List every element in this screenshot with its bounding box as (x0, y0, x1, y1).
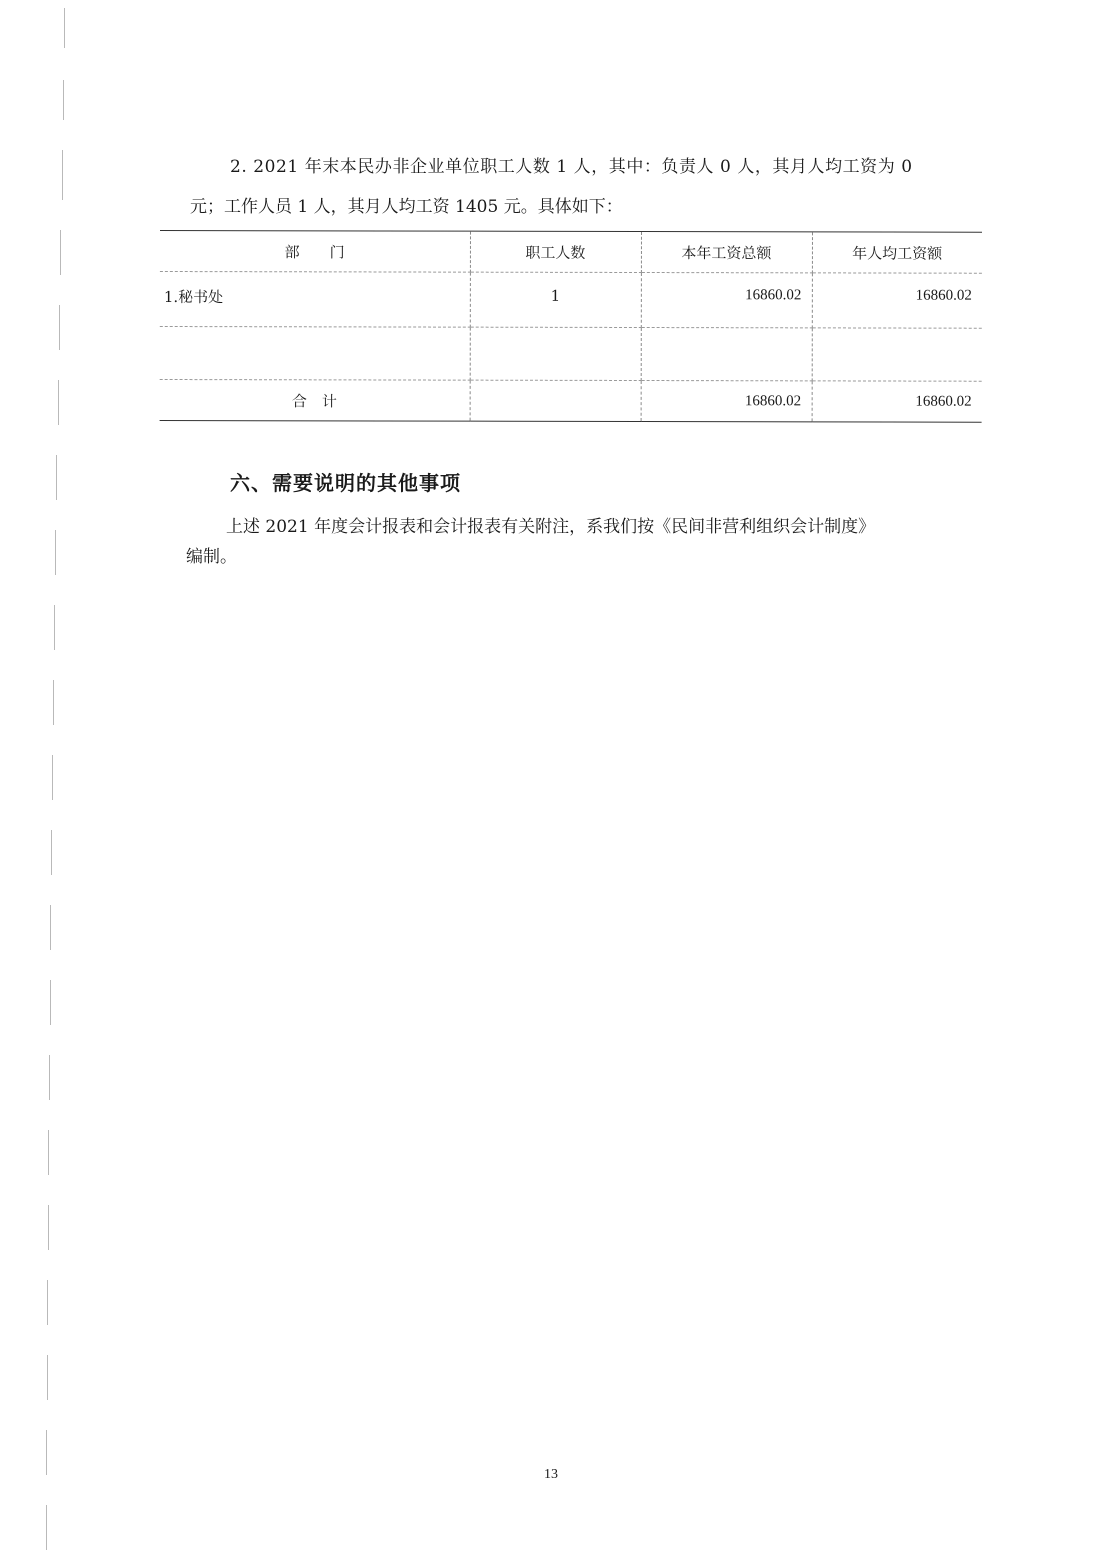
table-row (160, 271, 982, 328)
staff-paragraph-line2: 元；工作人员 1 人，其月人均工资 1405 元。具体如下： (190, 197, 623, 217)
cell-total: 16860.02 (641, 273, 812, 328)
section-paragraph-line2: 编制。 (186, 547, 237, 567)
cell-count (470, 327, 641, 380)
cell-avg (812, 328, 982, 381)
page-number: 13 (544, 1467, 558, 1482)
cell-count: 1 (470, 272, 641, 327)
header-count: 职工人数 (470, 231, 641, 272)
table-row (160, 326, 982, 381)
header-dept: 部 门 (160, 231, 470, 273)
cell-dept: 1.秘书处 (160, 271, 470, 327)
staff-salary-table (160, 230, 982, 423)
table-header-row (160, 231, 982, 274)
section-heading: 六、需要说明的其他事项 (230, 471, 461, 495)
cell-total: 16860.02 (641, 381, 812, 422)
table-total-row (160, 379, 982, 422)
binding-margin (36, 0, 76, 1557)
header-avg: 年人均工资额 (812, 232, 982, 273)
cell-count (470, 380, 641, 421)
section-paragraph-line1: 上述 2021 年度会计报表和会计报表有关附注，系我们按《民间非营利组织会计制度》 (226, 517, 876, 537)
cell-avg: 16860.02 (812, 273, 982, 328)
cell-dept (160, 326, 470, 380)
cell-total (641, 328, 812, 381)
header-total: 本年工资总额 (641, 232, 812, 273)
cell-total-label: 合 计 (160, 379, 470, 421)
staff-paragraph-line1: 2. 2021 年末本民办非企业单位职工人数 1 人，其中：负责人 0 人，其月人均工资为 0 (230, 157, 913, 177)
cell-avg: 16860.02 (812, 381, 982, 422)
